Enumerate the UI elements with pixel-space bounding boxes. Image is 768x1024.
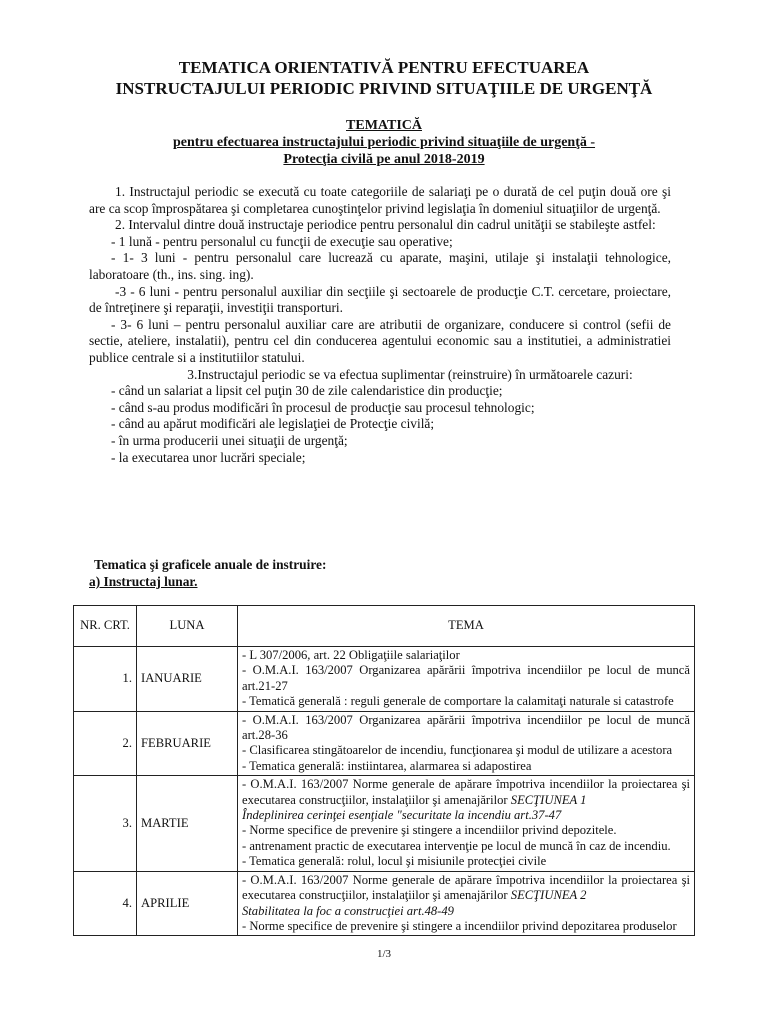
tema-line: - Clasificarea stingătoarelor de incendiu, funcţionarea şi modul de utilizare a acestora [242,743,673,758]
tema-section-label: SECŢIUNEA 2 [510,888,587,903]
paragraph-case-2: - când s-au produs modificări în procesul de producţie sau procesul tehnologic; [111,399,535,415]
paragraph-1: 1. Instructajul periodic se execută cu toate categoriile de salariaţi pe o durată de cel puţin două ore şi are ca scop împrospătarea şi completarea cunoştinţelor privind legislaţia în domeniul situaţiilor de urgenţă. [89,184,671,216]
tema-line: - antrenament practic de executarea intervenţie pe locul de muncă în caz de incendiu. [242,838,671,853]
paragraph-2: 2. Intervalul dintre două instructaje periodice pentru personalul din cadrul unităţii se stabileşte astfel: [115,217,656,233]
row-tema [238,711,695,776]
header-nr: NR. CRT. [74,606,137,647]
row-luna: APRILIE [137,871,238,936]
row-nr: 1. [74,647,137,712]
row-tema [238,647,695,712]
tema-line: - Tematică generală : reguli generale de comportare la calamitaţi naturale si catastrofe [242,694,674,709]
paragraph-3: 3.Instructajul periodic se va efectua suplimentar (reinstruire) în următoarele cazuri: [187,366,633,382]
section-heading: Tematica şi graficele anuale de instruire: [94,557,327,572]
tema-line-italic: Îndeplinirea cerinţei esenţiale "securitate la incendiu art.37-47 [242,808,562,823]
tema-text: - O.M.A.I. 163/2007 Norme generale de apărare împotriva incendiilor la proiectarea şi executarea construcţiilor, instalaţiilor şi amenajărilor [242,777,690,807]
section-subheading: a) Instructaj lunar. [89,574,198,589]
row-nr: 2. [74,711,137,776]
paragraph-interval-4: - 3- 6 luni – pentru personalul auxiliar care are atributii de organizare, conducere si control (sefii de sectie, ateliere, instalatii), pentru cel din conducerea agentului economic sau a institutiei, a administratiei publice centrale si a institutiilor statului. [89,316,671,365]
table-row [74,871,695,936]
tema-line: - Tematica generală: instiintarea, alarmarea si adapostirea [242,758,532,773]
table-row [74,647,695,712]
header-tema: TEMA [238,606,695,647]
row-luna: MARTIE [137,776,238,871]
page-number: 1/3 [376,948,392,960]
table-row [74,776,695,871]
tema-line-italic: Stabilitatea la foc a construcţiei art.48-49 [242,903,454,918]
tema-line: - L 307/2006, art. 22 Obligaţiile salariaţilor [242,648,460,662]
tema-line: - Norme specifice de prevenire şi stingere a incendiilor privind depozitele. [242,823,617,838]
paragraph-case-5: - la executarea unor lucrări speciale; [111,449,306,465]
document-title-line1: TEMATICA ORIENTATIVĂ PENTRU EFECTUAREA [178,58,590,77]
document-title-line2: INSTRUCTAJULUI PERIODIC PRIVIND SITUAŢIILE DE URGENŢĂ [115,79,653,98]
tema-line [242,873,690,904]
paragraph-interval-3: -3 - 6 luni - pentru personalul auxiliar din secţiile şi sectoarele de producţie C.T. cercetare, proiectare, de întreţinere şi reparaţii, investiţii transporturi. [89,283,671,316]
row-luna: FEBRUARIE [137,711,238,776]
subtitle-line1: pentru efectuarea instructajului periodic privind situaţiile de urgenţă - [172,135,596,150]
tema-line: - Norme specifice de prevenire şi stingere a incendiilor privind depozitarea produselor [242,918,677,933]
paragraph-interval-2: - 1- 3 luni - pentru personalul care lucrează cu aparate, maşini, utilaje şi instalaţii tehnologice, laboratoare (th., ins. sing. ing). [89,250,671,282]
table-header-row [74,606,695,647]
table-row [74,711,695,776]
tema-line [242,777,690,808]
body-paragraphs [89,184,671,466]
instruction-table [73,605,695,936]
subtitle-line2: Protecţia civilă pe anul 2018-2019 [283,152,485,167]
tematica-heading: TEMATICĂ [346,118,422,133]
tema-line: - Tematica generală: rolul, locul şi misiunile protecţiei civile [242,854,547,869]
paragraph-interval-1: - 1 lună - pentru personalul cu funcţii de execuţie sau operative; [111,233,453,249]
tema-section-label: SECŢIUNEA 1 [510,792,587,807]
tema-text: - O.M.A.I. 163/2007 Norme generale de apărare împotriva incendiilor la proiectarea şi executarea construcţiilor, instalaţiilor şi amenajărilor [242,872,690,903]
header-luna: LUNA [137,606,238,647]
row-luna: IANUARIE [137,647,238,712]
tema-line: - O.M.A.I. 163/2007 Organizarea apărării împotriva incendiilor pe locul de muncă art.28-36 [242,712,690,743]
paragraph-case-4: - în urma producerii unei situaţii de urgenţă; [111,432,348,448]
row-nr: 3. [74,776,137,871]
paragraph-case-1: - când un salariat a lipsit cel puţin 30 de zile calendaristice din producţie; [111,383,503,399]
paragraph-case-3: - când au apărut modificări ale legislaţiei de Protecţie civilă; [111,416,435,432]
tema-line: - O.M.A.I. 163/2007 Organizarea apărării împotriva incendiilor pe locul de muncă art.21-27 [242,663,690,693]
row-tema [238,871,695,936]
row-nr: 4. [74,871,137,936]
row-tema [238,776,695,871]
